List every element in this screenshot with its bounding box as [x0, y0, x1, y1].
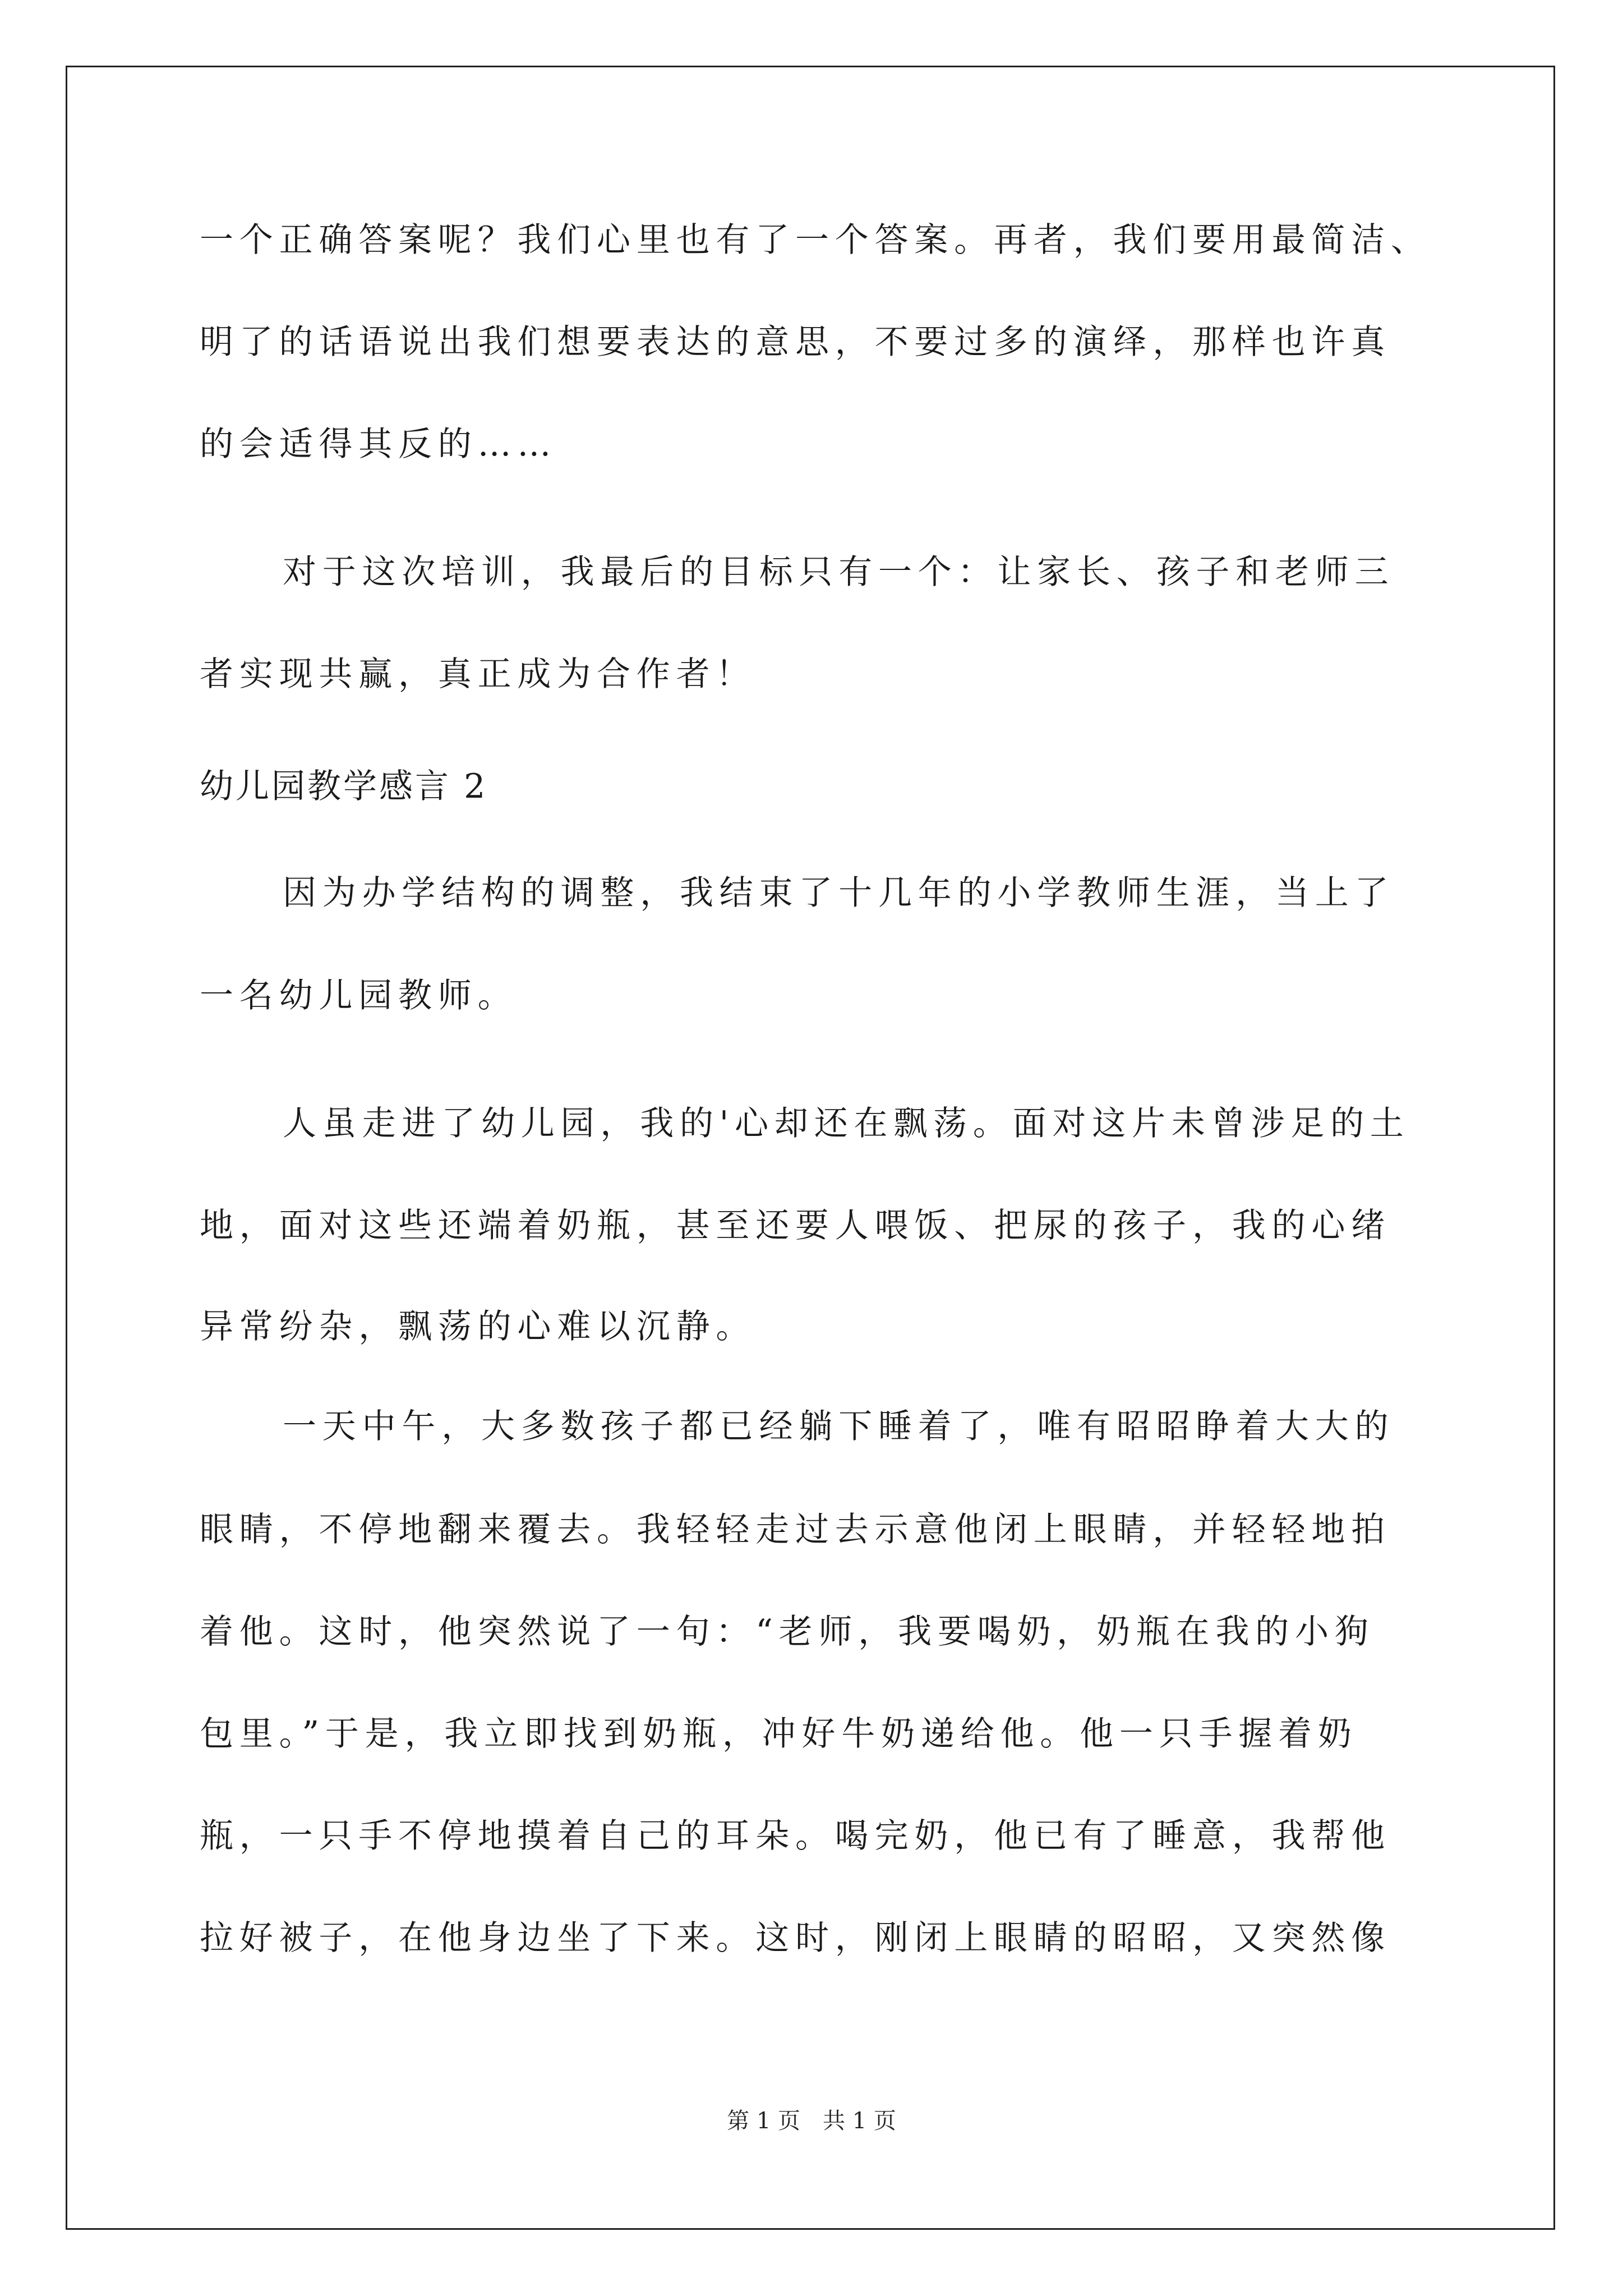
text-line: 一名幼儿园教师。	[200, 976, 518, 1015]
text-line: 异常纷杂，飘荡的心难以沉静。	[200, 1307, 756, 1346]
paragraph-start-line: 一天中午，大多数孩子都已经躺下睡着了，唯有昭昭睁着大大的	[283, 1407, 1395, 1446]
text-line: 明了的话语说出我们想要表达的意思，不要过多的演绎，那样也许真	[200, 323, 1391, 362]
text-line: 瓶，一只手不停地摸着自己的耳朵。喝完奶，他已有了睡意，我帮他	[200, 1816, 1391, 1856]
text-line: 地，面对这些还端着奶瓶，甚至还要人喂饭、把尿的孩子，我的心绪	[200, 1206, 1391, 1245]
text-line: 的会适得其反的……	[200, 425, 557, 464]
text-line: 拉好被子，在他身边坐了下来。这时，刚闭上眼睛的昭昭，又突然像	[200, 1918, 1391, 1958]
page-total: 共 1 页	[823, 2108, 896, 2134]
text-line: 一个正确答案呢？我们心里也有了一个答案。再者，我们要用最简洁、	[200, 220, 1431, 260]
section-heading: 幼儿园教学感言 2	[200, 767, 488, 806]
paragraph-start-line: 人虽走进了幼儿园，我的'心却还在飘荡。面对这片未曾涉足的土	[283, 1104, 1410, 1143]
text-line: 着他。这时，他突然说了一句：“老师，我要喝奶，奶瓶在我的小狗	[200, 1612, 1375, 1651]
paragraph-start-line: 对于这次培训，我最后的目标只有一个：让家长、孩子和老师三	[283, 553, 1395, 592]
paragraph-start-line: 因为办学结构的调整，我结束了十几年的小学教师生涯，当上了	[283, 873, 1395, 913]
text-line: 者实现共赢，真正成为合作者！	[200, 655, 756, 694]
text-line: 包里。”于是，我立即找到奶瓶，冲好牛奶递给他。他一只手握着奶	[200, 1714, 1358, 1754]
page-number: 第 1 页	[727, 2108, 800, 2134]
page-footer	[0, 2105, 1623, 2137]
text-line: 眼睛，不停地翻来覆去。我轻轻走过去示意他闭上眼睛，并轻轻地拍	[200, 1510, 1391, 1549]
page-border	[66, 66, 1555, 2230]
